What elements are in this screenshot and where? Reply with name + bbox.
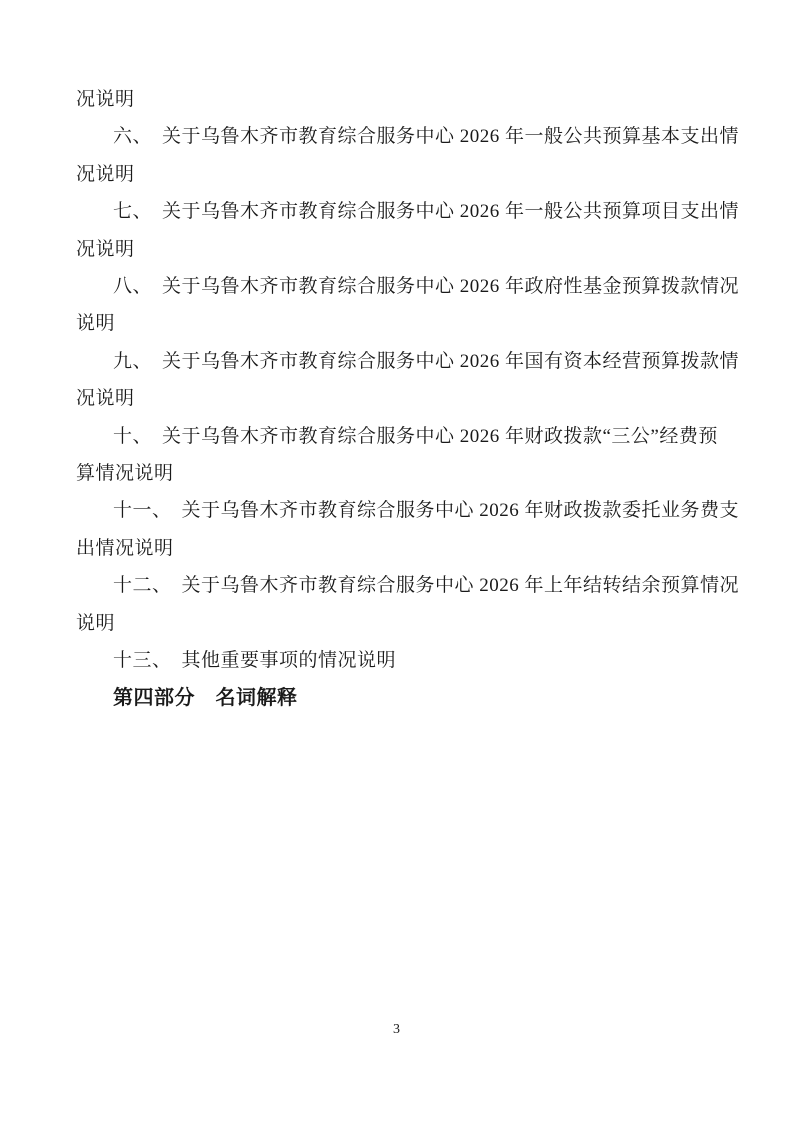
document-line: 出情况说明 [76,537,174,559]
page-number: 3 [393,1022,400,1037]
document-line: 七、 关于乌鲁木齐市教育综合服务中心 2026 年一般公共预算项目支出情 [113,201,740,223]
document-line: 十二、 关于乌鲁木齐市教育综合服务中心 2026 年上年结转结余预算情况 [113,575,740,597]
document-line: 况说明 [76,388,135,410]
page-footer [0,1022,793,1038]
document-line: 况说明 [76,89,135,110]
section-heading: 第四部分 名词解释 [113,686,298,709]
document-line: 十三、 其他重要事项的情况说明 [113,650,397,672]
document-line: 算情况说明 [76,463,174,485]
document-line: 八、 关于乌鲁木齐市教育综合服务中心 2026 年政府性基金预算拨款情况 [113,276,740,298]
document-line: 说明 [76,313,116,335]
document-line: 说明 [76,612,116,634]
document-line: 况说明 [76,163,135,185]
document-line: 十一、 关于乌鲁木齐市教育综合服务中心 2026 年财政拨款委托业务费支 [113,500,740,522]
document-line: 况说明 [76,238,135,260]
toc-lines [76,81,740,717]
document-line: 十、 关于乌鲁木齐市教育综合服务中心 2026 年财政拨款“三公”经费预 [113,425,718,447]
document-line: 九、 关于乌鲁木齐市教育综合服务中心 2026 年国有资本经营预算拨款情 [113,350,740,372]
document-line: 六、 关于乌鲁木齐市教育综合服务中心 2026 年一般公共预算基本支出情 [113,126,740,148]
